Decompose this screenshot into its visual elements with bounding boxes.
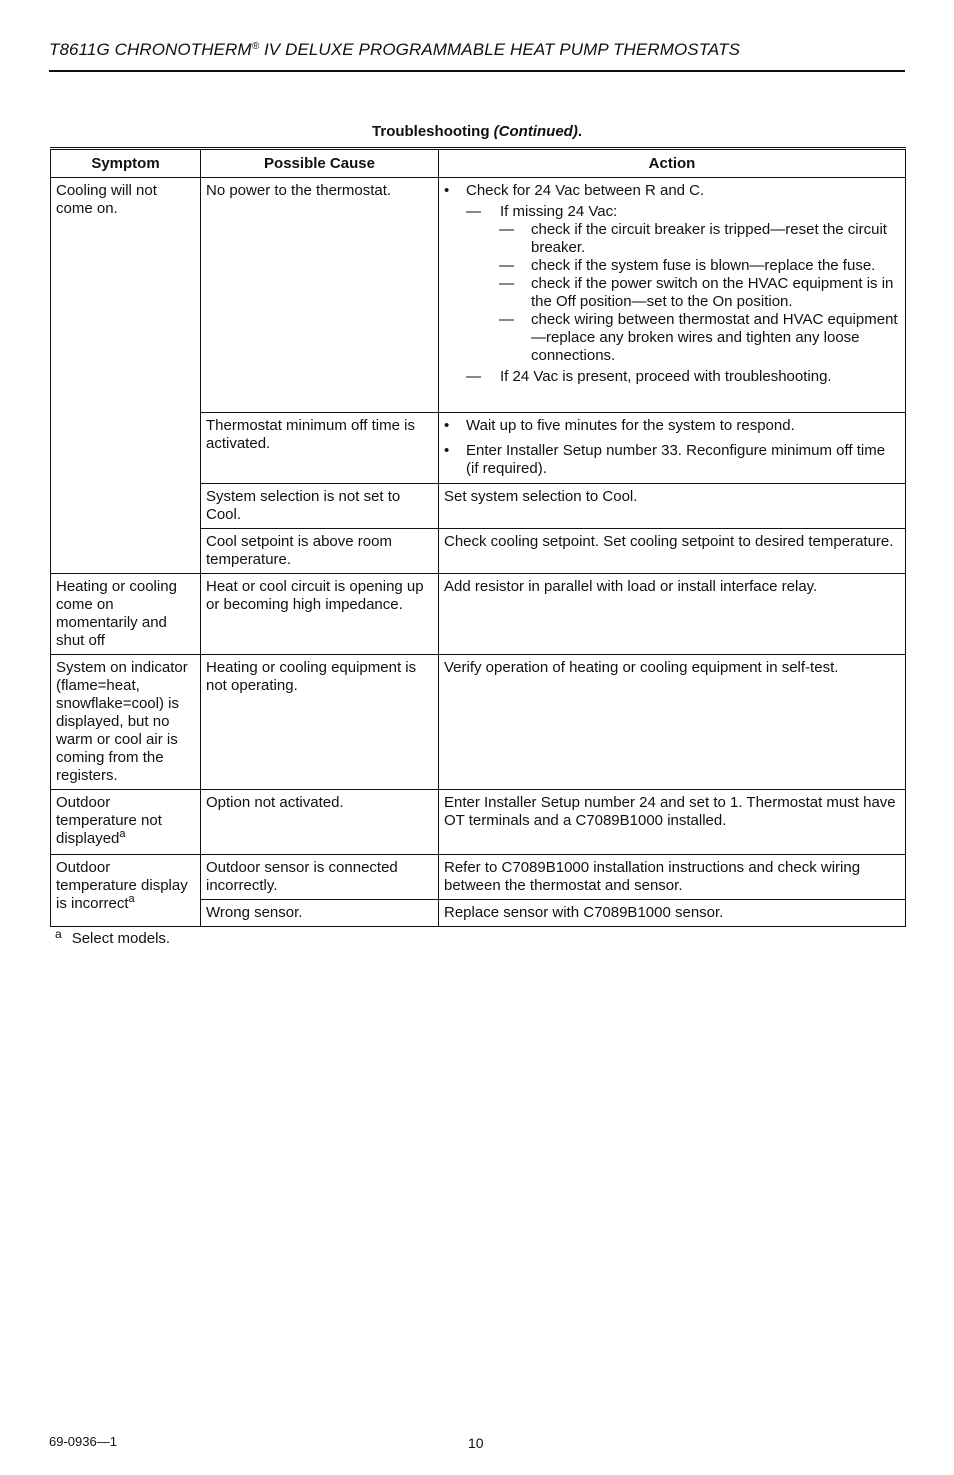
header-possible-cause: Possible Cause [201,149,439,178]
action-cell: Verify operation of heating or cooling equipment in self-test. [439,655,906,790]
cause-cell: Cool setpoint is above room temperature. [201,529,439,574]
action-dash-item [444,368,900,386]
caption-main: Troubleshooting [372,123,494,140]
action-subdash-item [444,221,900,257]
cause-cell: Thermostat minimum off time is activated. [201,413,439,484]
symptom-cell: Cooling will not come on. [51,178,201,574]
action-cell: Add resistor in parallel with load or install interface relay. [439,574,906,655]
bullet-mark: • [444,442,450,459]
registered-mark: ® [251,41,260,52]
cause-cell: No power to the thermostat. [201,178,439,413]
action-cell: Replace sensor with C7089B1000 sensor. [439,900,906,927]
action-cell: Set system selection to Cool. [439,484,906,529]
table-row [51,655,906,790]
table-footnote [55,927,171,947]
symptom-cell: Heating or cooling come on momentarily and shut off [51,574,201,655]
table-row [51,790,906,855]
footnote-ref: a [119,828,126,840]
dash-mark: — [499,311,514,328]
dash-mark: — [466,368,481,385]
action-text: Enter Installer Setup number 33. Reconfigure minimum off time (if required). [466,442,886,477]
footnote-mark: a [55,927,62,941]
bullet-mark: • [444,417,450,434]
action-cell: Check cooling setpoint. Set cooling setpoint to desired temperature. [439,529,906,574]
symptom-text: Outdoor temperature not displayed [56,794,162,847]
action-cell: Enter Installer Setup number 24 and set to 1. Thermostat must have OT terminals and a C7089B1000 installed. [439,790,906,855]
footnote-ref: a [128,893,135,905]
table-row [51,574,906,655]
action-subdash-item [444,257,900,275]
cause-cell: System selection is not set to Cool. [201,484,439,529]
cause-cell: Heat or cool circuit is opening up or becoming high impedance. [201,574,439,655]
action-text: check if the circuit breaker is tripped—reset the circuit breaker. [531,221,887,256]
symptom-cell: System on indicator (flame=heat, snowflake=cool) is displayed, but no warm or cool air is coming from the registers. [51,655,201,790]
caption-end: . [577,123,582,140]
dash-mark: — [499,221,514,238]
cause-cell: Outdoor sensor is connected incorrectly. [201,855,439,900]
action-text: Check for 24 Vac between R and C. [466,182,705,199]
action-dash-item [444,203,900,221]
cause-cell: Option not activated. [201,790,439,855]
running-header [49,40,905,60]
troubleshooting-table [50,147,906,927]
action-cell [439,178,906,413]
header-action: Action [439,149,906,178]
action-cell [439,413,906,484]
action-bullet-item [444,182,900,200]
caption-italic: (Continued) [493,123,578,140]
bullet-mark: • [444,182,450,199]
header-symptom: Symptom [51,149,201,178]
dash-mark: — [499,275,514,292]
symptom-cell [51,855,201,927]
action-text: If missing 24 Vac: [500,203,618,220]
header-rule [49,70,905,72]
table-row [51,855,906,900]
cause-cell: Wrong sensor. [201,900,439,927]
symptom-cell [51,790,201,855]
action-subdash-item [444,275,900,311]
action-subdash-item [444,311,900,365]
symptom-text: Outdoor temperature display is incorrect [56,859,188,912]
footnote-text: Select models. [71,930,171,947]
table-row [51,178,906,413]
action-text: check wiring between thermostat and HVAC equipment—replace any broken wires and tighten any loose connections. [531,311,898,364]
document-number: 69-0936—1 [49,1434,117,1449]
action-bullet-item [444,417,900,435]
action-text: If 24 Vac is present, proceed with troubleshooting. [500,368,832,385]
dash-mark: — [499,257,514,274]
table-header-row [51,149,906,178]
action-cell: Refer to C7089B1000 installation instructions and check wiring between the thermostat and sensor. [439,855,906,900]
header-title-prefix: T8611G CHRONOTHERM [49,40,252,59]
page-number: 10 [468,1435,484,1451]
action-text: Wait up to five minutes for the system to respond. [466,417,795,434]
dash-mark: — [466,203,481,220]
header-title-suffix: IV DELUXE PROGRAMMABLE HEAT PUMP THERMOSTATS [259,40,741,59]
action-text: check if the power switch on the HVAC equipment is in the Off position—set to the On position. [531,275,894,310]
cause-cell: Heating or cooling equipment is not operating. [201,655,439,790]
action-bullet-item [444,442,900,478]
action-text: check if the system fuse is blown—replace the fuse. [531,257,876,274]
table-caption [49,123,905,140]
